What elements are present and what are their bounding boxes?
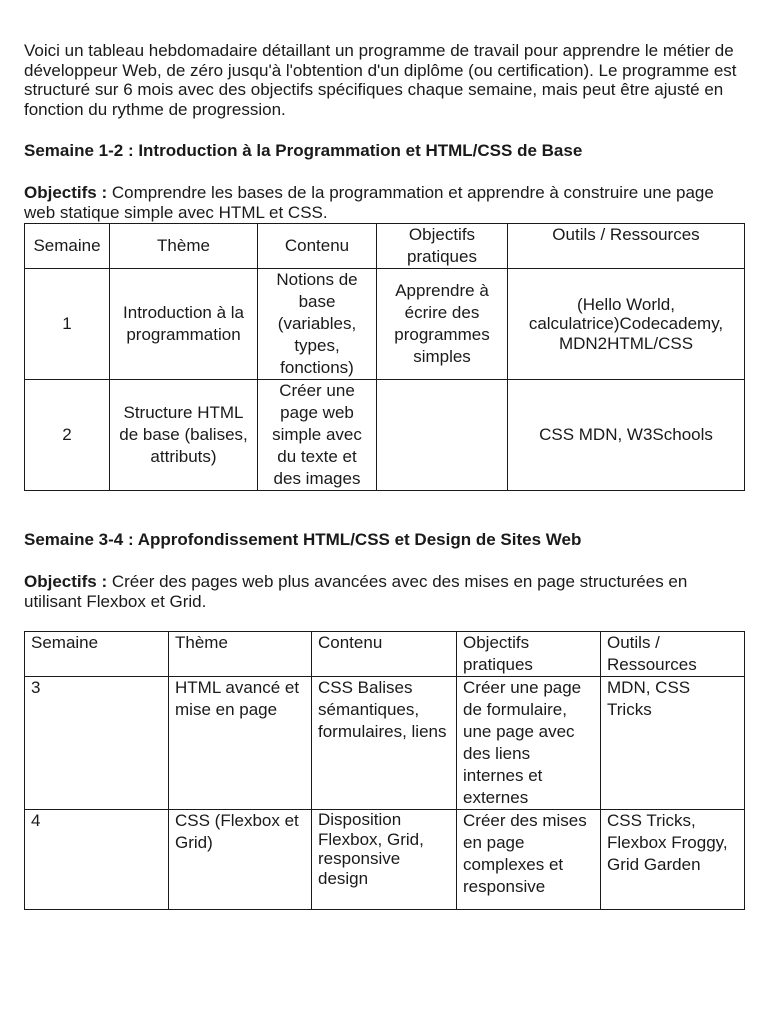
cell-semaine: 1 [25,269,110,380]
header-objectifs: Objectifs pratiques [457,632,601,677]
cell-objectifs: Créer des mises en page complexes et responsive [457,810,601,910]
table-row [25,269,745,380]
section1-objectives-text: Comprendre les bases de la programmation et apprendre à construire une page web statique simple avec HTML et CSS. [24,183,714,222]
cell-theme: Introduction à la programmation [110,269,258,380]
table-row [25,677,745,810]
section2-objectives-text: Créer des pages web plus avancées avec des mises en page structurées en utilisant Flexbox et Grid. [24,572,688,611]
cell-contenu: Notions de base (variables, types, fonctions) [258,269,377,380]
table-row [25,810,745,910]
header-contenu: Contenu [258,224,377,269]
section1-objectives [24,183,748,223]
cell-objectifs [377,380,508,491]
cell-objectifs: Créer une page de formulaire, une page avec des liens internes et externes [457,677,601,810]
section2-objectives [24,572,748,612]
section1-table [24,223,745,491]
cell-outils: (Hello World, calculatrice)Codecademy, MDN2HTML/CSS [508,269,745,380]
section2-table [24,631,745,910]
header-semaine: Semaine [25,224,110,269]
cell-theme: CSS (Flexbox et Grid) [169,810,312,910]
cell-theme: HTML avancé et mise en page [169,677,312,810]
table-row [25,380,745,491]
cell-contenu: Créer une page web simple avec du texte et des images [258,380,377,491]
cell-outils: CSS Tricks, Flexbox Froggy, Grid Garden [601,810,745,910]
header-contenu: Contenu [312,632,457,677]
cell-semaine: 4 [25,810,169,910]
table-header-row [25,224,745,269]
section1-heading: Semaine 1-2 : Introduction à la Programmation et HTML/CSS de Base [24,141,583,160]
header-outils: Outils / Ressources [508,224,745,269]
cell-semaine: 3 [25,677,169,810]
cell-outils: MDN, CSS Tricks [601,677,745,810]
section2-objectives-label: Objectifs : [24,572,108,591]
cell-theme: Structure HTML de base (balises, attributs) [110,380,258,491]
cell-contenu: CSS Balises sémantiques, formulaires, liens [312,677,457,810]
table-header-row [25,632,745,677]
header-outils: Outils / Ressources [601,632,745,677]
cell-contenu: Disposition Flexbox, Grid, responsive design [312,810,457,910]
cell-outils: CSS MDN, W3Schools [508,380,745,491]
intro-paragraph: Voici un tableau hebdomadaire détaillant un programme de travail pour apprendre le métier de développeur Web, de zéro jusqu'à l'obtention d'un diplôme (ou certification). Le programme est structuré sur 6 mois avec des objectifs spécifiques chaque semaine, mais peut être ajusté en fonction du rythme de progression. [24,41,737,119]
section2-heading: Semaine 3-4 : Approfondissement HTML/CSS et Design de Sites Web [24,530,582,549]
header-objectifs: Objectifs pratiques [377,224,508,269]
cell-objectifs: Apprendre à écrire des programmes simples [377,269,508,380]
header-theme: Thème [110,224,258,269]
section1-objectives-label: Objectifs : [24,183,108,202]
cell-semaine: 2 [25,380,110,491]
header-semaine: Semaine [25,632,169,677]
header-theme: Thème [169,632,312,677]
